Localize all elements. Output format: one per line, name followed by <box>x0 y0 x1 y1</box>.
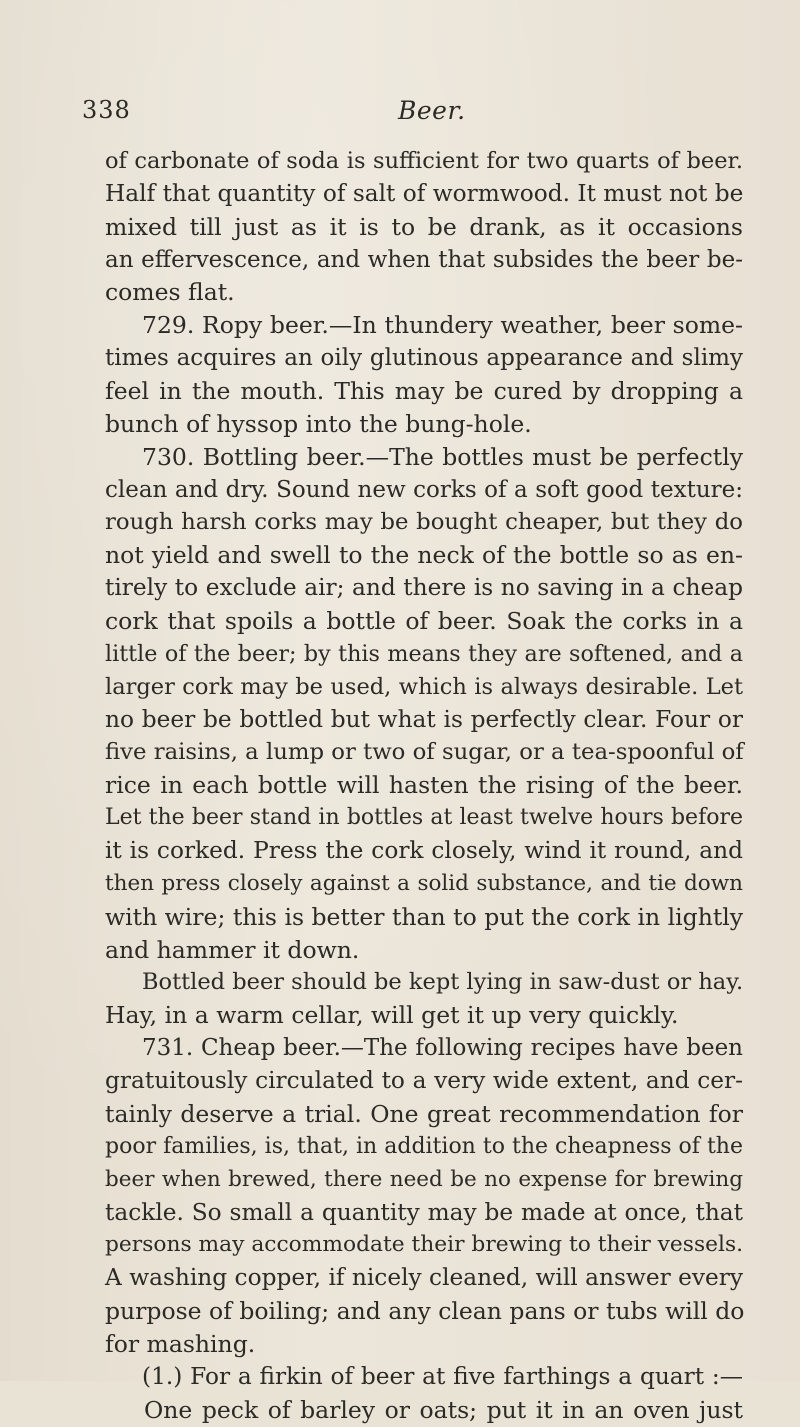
text-line: A washing copper, if nicely cleaned, will answer every <box>105 1264 743 1292</box>
text-line: no beer be bottled but what is perfectly clear. Four or <box>105 705 743 733</box>
paragraph-start-bottled: Bottled beer should be kept lying in saw-dust or hay. <box>142 969 744 996</box>
text-line: clean and dry. Sound new corks of a soft good texture: <box>105 476 743 503</box>
body-text <box>105 145 743 1427</box>
text-line: Hay, in a warm cellar, will get it up very quickly. <box>105 1001 679 1030</box>
text-line: One peck of barley or oats; put it in an oven just <box>144 1395 743 1424</box>
text-line: not yield and swell to the neck of the bottle so as en- <box>105 541 743 570</box>
text-line: mixed till just as it is to be drank, as it occasions <box>105 212 743 241</box>
text-line: feel in the mouth. This may be cured by dropping a <box>105 377 743 406</box>
text-line: bunch of hyssop into the bung-hole. <box>105 409 532 438</box>
text-line: Half that quantity of salt of wormwood. It must not be <box>105 179 744 207</box>
text-line: beer when brewed, there need be no expense for brewing <box>105 1166 743 1192</box>
text-line: gratuitously circulated to a very wide extent, and cer- <box>105 1067 743 1095</box>
text-line: tackle. So small a quantity may be made at once, that <box>105 1198 743 1226</box>
text-line: of carbonate of soda is sufficient for two quarts of beer. <box>105 148 743 174</box>
page-number: 338 <box>82 96 131 124</box>
text-line: little of the beer; by this means they are softened, and a <box>105 640 743 667</box>
text-line: it is corked. Press the cork closely, wind it round, and <box>105 837 743 865</box>
text-line: poor families, is, that, in addition to the cheapness of the <box>105 1133 743 1159</box>
text-line: persons may accommodate their brewing to their vessels. <box>105 1232 744 1258</box>
text-line: with wire; this is better than to put the cork in lightly <box>105 902 744 931</box>
text-line: larger cork may be used, which is always desirable. Let <box>105 673 743 700</box>
text-line: and hammer it down. <box>105 935 360 964</box>
paragraph-start-729: 729. Ropy beer.—In thundery weather, beer some- <box>142 311 743 340</box>
recipe-heading: (1.) For a firkin of beer at five farthings a quart :— <box>142 1362 743 1390</box>
text-line: rough harsh corks may be bought cheaper, but they do <box>105 509 743 536</box>
paragraph-start-730: 730. Bottling beer.—The bottles must be perfectly <box>142 442 743 471</box>
text-line: rice in each bottle will hasten the rising of the beer. <box>105 771 743 800</box>
text-line: an effervescence, and when that subsides the beer be- <box>105 246 743 273</box>
text-line: tirely to exclude air; and there is no saving in a cheap <box>105 574 743 602</box>
text-line: then press closely against a solid substance, and tie down <box>105 870 743 896</box>
text-line: tainly deserve a trial. One great recommendation for <box>105 1099 743 1128</box>
text-line: times acquires an oily glutinous appearance and slimy <box>105 345 743 372</box>
paragraph-start-731: 731. Cheap beer.—The following recipes have been <box>142 1035 743 1062</box>
text-line: Let the beer stand in bottles at least twelve hours before <box>105 805 743 831</box>
text-line: comes flat. <box>105 278 235 307</box>
text-line: for mashing. <box>105 1329 256 1358</box>
text-line: five raisins, a lump or two of sugar, or a tea-spoonful of <box>105 739 744 766</box>
running-title: Beer. <box>398 96 466 125</box>
text-line: cork that spoils a bottle of beer. Soak the corks in a <box>105 607 743 636</box>
text-line: purpose of boiling; and any clean pans or tubs will do <box>105 1297 745 1326</box>
running-head <box>82 96 722 130</box>
